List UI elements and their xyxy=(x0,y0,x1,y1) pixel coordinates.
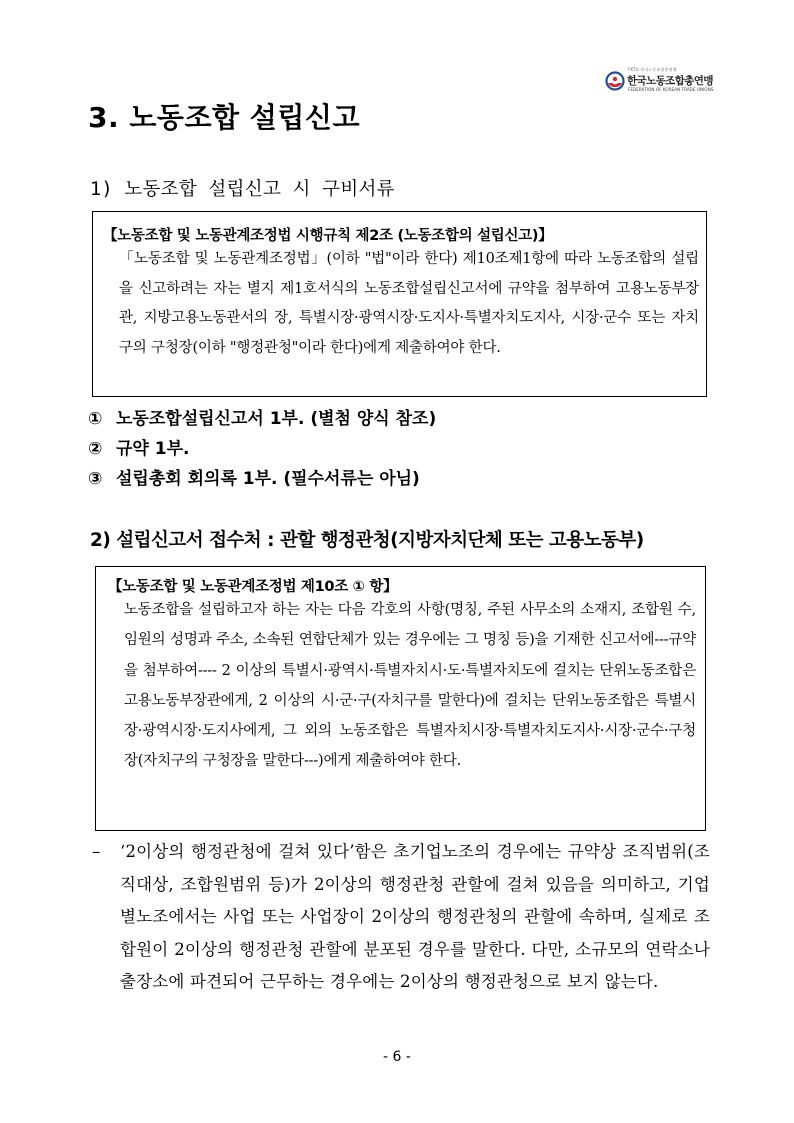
law-excerpt-body-1: 「노동조합 및 노동관계조정법」(이하 "법"이라 한다) 제10조제1항에 따라 노동조합의 설립을 신고하려는 자는 별지 제1호서식의 노동조합설립신고서에 규약을 첨부하여 고용노동부장관, 지방고용노동관서의 장, 특별시장·광역시장·도지사·특별자치도지사, 시장·군수 또는 자치구의 구청장(이하 "행정관청"이라 한다)에게 제출하여야 한다. xyxy=(119,251,699,356)
law-excerpt-title-1: 【노동조합 및 노동관계조정법 시행규칙 제2조 (노동조합의 설립신고)】 xyxy=(103,228,553,244)
logo-small-text: FKTU 한국노동조합총연맹 xyxy=(628,67,677,72)
law-excerpt-box-2 xyxy=(95,566,706,831)
list-item-number: ① xyxy=(88,409,103,429)
list-item-number: ③ xyxy=(88,469,103,489)
list-item-number: ② xyxy=(88,439,103,459)
list-item-text: 노동조합설립신고서 1부. (별첨 양식 참조) xyxy=(116,409,437,429)
note-text: ‘2이상의 행정관청에 걸쳐 있다’함은 초기업노조의 경우에는 규약상 조직범위(조직대상, 조합원범위 등)가 2이상의 행정관청 관할에 걸쳐 있음을 의미하고, 기업별노조에서는 사업 또는 사업장이 2이상의 행정관청의 관할에 속하며, 실제로 조합원이 2이상의 행정관청 관할에 분포된 경우를 말한다. 다만, 소규모의 연락소나 출장소에 파견되어 근무하는 경우에는 2이상의 행정관청으로 보지 않는다. xyxy=(120,842,710,992)
logo-name: 한국노동조합총연맹 xyxy=(627,75,713,87)
logo-english-name: FEDERATION OF KOREAN TRADE UNIONS xyxy=(628,87,714,92)
law-excerpt-box-1 xyxy=(92,211,707,397)
subsection-title-1: 1) 노동조합 설립신고 시 구비서류 xyxy=(90,179,395,200)
list-item xyxy=(88,434,436,464)
section-title: 3. 노동조합 설립신고 xyxy=(88,101,361,134)
list-item-text: 설립총회 회의록 1부. (필수서류는 아님) xyxy=(116,469,420,489)
note-dash: – xyxy=(92,842,101,861)
list-item xyxy=(88,464,436,494)
list-item-text: 규약 1부. xyxy=(116,439,190,459)
required-documents-list xyxy=(88,404,436,494)
subsection-title-2: 2) 설립신고서 접수처 : 관할 행정관청(지방자치단체 또는 고용노동부) xyxy=(90,530,644,551)
law-excerpt-body-2: 노동조합을 설립하고자 하는 자는 다음 각호의 사항(명칭, 주된 사무소의 소재지, 조합원 수, 임원의 성명과 주소, 소속된 연합단체가 있는 경우에는 그 명칭 등)을 기재한 신고서에---규약을 첨부하여---- 2 이상의 특별시·광역시·특별자치시·도·특별자치도에 걸치는 단위노동조합은 고용노동부장관에게, 2 이상의 시·군·구(자치구를 말한다)에 걸치는 단위노동조합은 특별시장·광역시장·도지사에게, 그 외의 노동조합은 특별자치시장·특별자치도지사·시장·군수·구청장(자치구의 구청장을 말한다---)에게 제출하여야 한다. xyxy=(124,602,696,770)
kctu-federation-logo-icon xyxy=(605,71,625,91)
header-logo xyxy=(605,67,714,94)
page-number: - 6 - xyxy=(383,1049,411,1065)
list-item xyxy=(88,404,436,434)
law-excerpt-title-2: 【노동조합 및 노동관계조정법 제10조 ① 항】 xyxy=(108,579,398,595)
